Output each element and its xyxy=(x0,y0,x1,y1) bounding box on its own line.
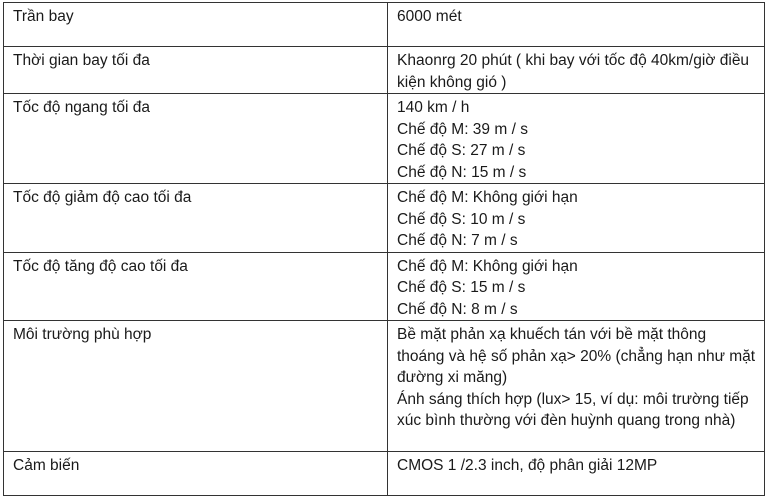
row-label: Môi trường phù hợp xyxy=(4,321,388,452)
table-row-ceiling xyxy=(4,3,765,47)
value-line: Chế độ N: 15 m / s xyxy=(397,163,527,181)
value-line: Chế độ M: 39 m / s xyxy=(397,120,528,138)
value-line: Chế độ S: 10 m / s xyxy=(397,210,526,228)
row-value xyxy=(388,452,765,496)
value-line: Bề mặt phản xạ khuếch tán với bề mặt thông thoáng và hệ số phản xạ> 20% (chẳng hạn như mặt đường xi măng) xyxy=(397,326,756,386)
table-row-environment xyxy=(4,321,765,452)
value-line: Chế độ M: Không giới hạn xyxy=(397,189,578,206)
row-label: Tốc độ giảm độ cao tối đa xyxy=(4,184,388,253)
row-label: Tốc độ ngang tối đa xyxy=(4,94,388,184)
value-line: Ánh sáng thích hợp (lux> 15, ví dụ: môi trường tiếp xúc bình thường với đèn huỳnh quang trong nhà) xyxy=(397,390,749,429)
table-row-horizontal-speed xyxy=(4,94,765,184)
value-line: 6000 mét xyxy=(397,8,462,25)
value-line: Khaonrg 20 phút ( khi bay với tốc độ 40km/giờ điều kiện không gió ) xyxy=(397,52,750,91)
row-value xyxy=(388,252,765,321)
value-line: Chế độ N: 7 m / s xyxy=(397,232,518,249)
row-value xyxy=(388,94,765,184)
row-value xyxy=(388,184,765,253)
row-label: Thời gian bay tối đa xyxy=(4,47,388,94)
spec-table xyxy=(3,2,765,496)
row-value xyxy=(388,47,765,94)
table-row-descent-speed xyxy=(4,184,765,253)
row-value xyxy=(388,321,765,452)
row-label: Trần bay xyxy=(4,3,388,47)
value-line: Chế độ S: 15 m / s xyxy=(397,279,526,296)
value-line: Chế độ M: Không giới hạn xyxy=(397,257,578,275)
value-line: 140 km / h xyxy=(397,99,470,116)
value-line: Chế độ N: 8 m / s xyxy=(397,300,518,318)
table-row-sensor xyxy=(4,452,765,496)
table-row-flight-time xyxy=(4,47,765,94)
table-row-ascent-speed xyxy=(4,252,765,321)
value-line: CMOS 1 /2.3 inch, độ phân giải 12MP xyxy=(397,457,658,474)
row-label: Tốc độ tăng độ cao tối đa xyxy=(4,252,388,321)
row-label: Cảm biến xyxy=(4,452,388,496)
row-value xyxy=(388,3,765,47)
value-line: Chế độ S: 27 m / s xyxy=(397,142,526,159)
